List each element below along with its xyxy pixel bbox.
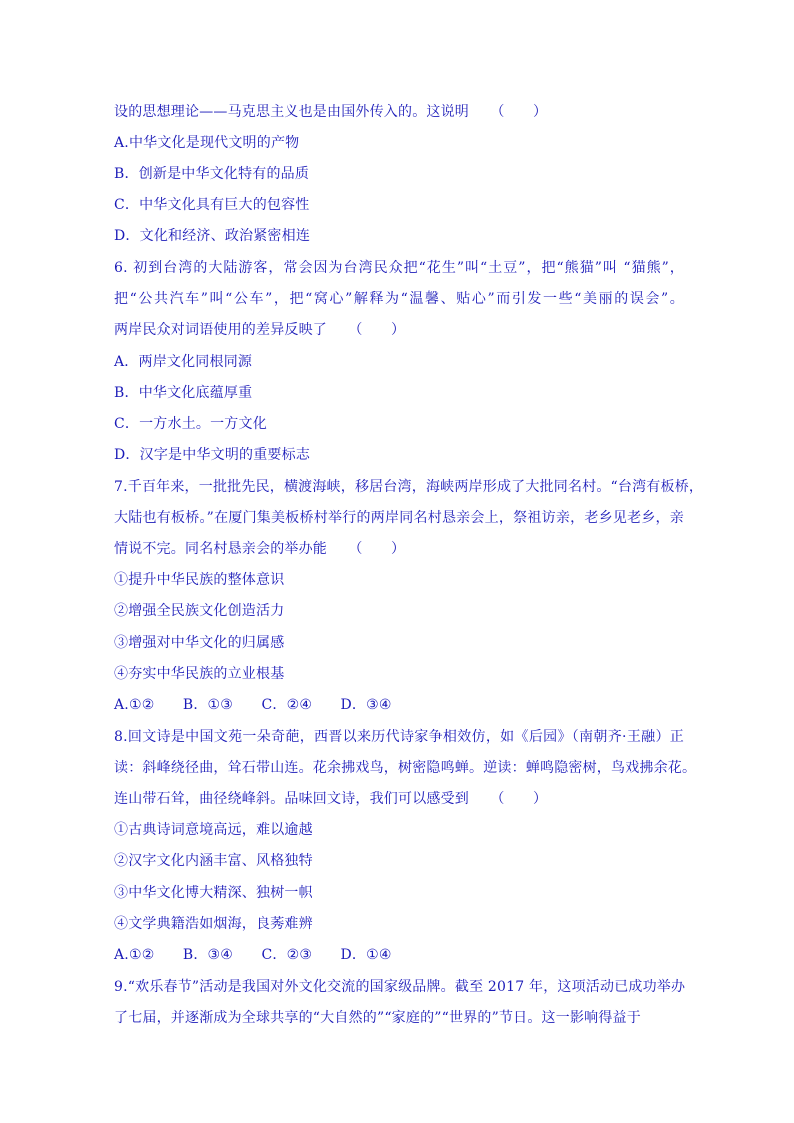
statement-3: ③增强对中华文化的归属感	[114, 635, 285, 651]
option-c: C．一方水土。一方文化	[114, 416, 267, 432]
statement-4: ④文学典籍浩如烟海，良莠难辨	[114, 916, 313, 932]
option-a: A.中华文化是现代文明的产物	[114, 135, 300, 151]
statement-2: ②汉字文化内涵丰富、风格独特	[114, 853, 313, 869]
option-b: B．中华文化底蕴厚重	[114, 385, 253, 401]
option-d: D．汉字是中华文明的重要标志	[114, 447, 311, 463]
question-9-text: 9.“欢乐春节”活动是我国对外文化交流的国家级品牌。截至 2017 年，这项活动已成功举办	[114, 979, 686, 995]
question-8-text: 8.回文诗是中国文苑一朵奇葩，西晋以来历代诗家争相效仿，如《后园》（南朝齐·王融）正	[114, 729, 684, 745]
option-c: C．中华文化具有巨大的包容性	[114, 197, 310, 213]
question-7-text: 大陆也有板桥。”在厦门集美板桥村举行的两岸同名村恳亲会上，祭祖访亲，老乡见老乡，亲	[114, 510, 684, 526]
answer-options: A.①② B．①③ C．②④ D．③④	[114, 697, 392, 713]
question-8-text: 读：斜峰绕径曲，耸石带山连。花余拂戏鸟，树密隐鸣蝉。逆读：蝉鸣隐密树，鸟戏拂余花。	[114, 760, 697, 776]
question-6-text: 把“公共汽车”叫“公车”，把“窝心”解释为“温馨、贴心”而引发一些“美丽的误会”。	[114, 291, 684, 307]
statement-1: ①古典诗词意境高远，难以逾越	[114, 822, 313, 838]
option-a: A．两岸文化同根同源	[114, 354, 253, 370]
option-b: B．创新是中华文化特有的品质	[114, 166, 310, 182]
question-8-text: 连山带石耸，曲径绕峰斜。品味回文诗，我们可以感受到 （ ）	[114, 791, 548, 807]
question-7-text: 情说不完。同名村恳亲会的举办能 （ ）	[114, 541, 406, 557]
statement-3: ③中华文化博大精深、独树一帜	[114, 885, 313, 901]
option-d: D．文化和经济、政治紧密相连	[114, 228, 311, 244]
answer-options: A.①② B．③④ C．②③ D．①④	[114, 947, 392, 963]
question-6-text: 两岸民众对词语使用的差异反映了 （ ）	[114, 322, 406, 338]
statement-4: ④夯实中华民族的立业根基	[114, 666, 285, 682]
text-line: 设的思想理论——马克思主义也是由国外传入的。这说明 （ ）	[114, 104, 548, 120]
question-6-text: 6. 初到台湾的大陆游客，常会因为台湾民众把“花生”叫“土豆”，把“熊猫”叫 “猫熊”，	[114, 260, 684, 276]
statement-2: ②增强全民族文化创造活力	[114, 603, 285, 619]
question-9-text: 了七届，并逐渐成为全球共享的“大自然的”“家庭的”“世界的”节日。这一影响得益于	[114, 1010, 641, 1026]
statement-1: ①提升中华民族的整体意识	[114, 572, 285, 588]
question-7-text: 7.千百年来，一批批先民，横渡海峡，移居台湾，海峡两岸形成了大批同名村。“台湾有板桥，	[114, 479, 704, 495]
